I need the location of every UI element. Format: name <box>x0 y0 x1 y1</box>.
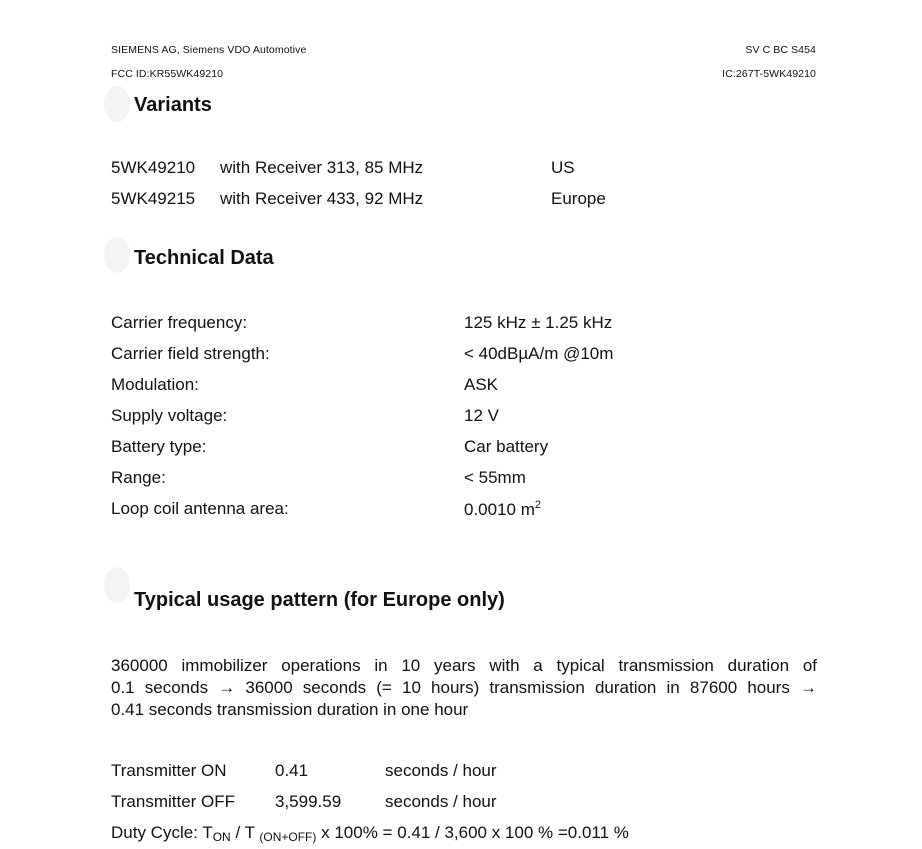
tech-value-superscript: 2 <box>534 499 542 511</box>
tx-unit: seconds / hour <box>385 761 497 780</box>
company-name: SIEMENS AG, Siemens VDO Automotive <box>111 44 307 56</box>
tech-value: Car battery <box>464 437 549 456</box>
tech-label: Battery type: <box>111 437 207 456</box>
technical-heading: Technical Data <box>134 247 274 269</box>
tech-label: Supply voltage: <box>111 406 228 425</box>
scan-mark <box>104 567 130 603</box>
tech-value <box>464 499 541 520</box>
duty-prefix: Duty Cycle: T <box>111 823 213 842</box>
tech-label: Loop coil antenna area: <box>111 499 289 518</box>
usage-heading: Typical usage pattern (for Europe only) <box>134 589 505 611</box>
scan-mark <box>104 86 130 122</box>
tech-label: Carrier field strength: <box>111 344 270 363</box>
variant-code: 5WK49210 <box>111 158 196 177</box>
paragraph-line: 0.1 seconds → 36000 seconds (= 10 hours) transmission duration in 87600 hours → <box>111 678 817 697</box>
variants-heading: Variants <box>134 94 212 116</box>
tech-value-text: 0.0010 m <box>464 500 535 519</box>
paragraph-line: 0.41 seconds transmission duration in one hour <box>111 700 469 719</box>
variant-region: Europe <box>551 189 606 208</box>
fcc-id: FCC ID:KR55WK49210 <box>111 68 224 80</box>
duty-sub-onoff: (ON+OFF) <box>259 830 317 844</box>
variant-code: 5WK49215 <box>111 189 196 208</box>
usage-paragraph <box>111 655 817 721</box>
tech-value: 12 V <box>464 406 499 425</box>
doc-code: SV C BC S454 <box>745 44 816 56</box>
scan-mark <box>104 237 130 273</box>
variant-region: US <box>551 158 575 177</box>
variant-desc: with Receiver 313, 85 MHz <box>220 158 424 177</box>
tx-label: Transmitter ON <box>111 761 227 780</box>
duty-cycle <box>111 823 629 844</box>
tech-value: 125 kHz ± 1.25 kHz <box>464 313 613 332</box>
tx-value: 3,599.59 <box>275 792 342 811</box>
duty-suffix: x 100% = 0.41 / 3,600 x 100 % =0.011 % <box>316 823 629 842</box>
tx-unit: seconds / hour <box>385 792 497 811</box>
variant-desc: with Receiver 433, 92 MHz <box>220 189 424 208</box>
paragraph-line: 360000 immobilizer operations in 10 years with a typical transmission duration of <box>111 656 817 675</box>
tech-value: ASK <box>464 375 499 394</box>
tech-label: Range: <box>111 468 166 487</box>
duty-mid: / T <box>230 823 260 842</box>
tx-label: Transmitter OFF <box>111 792 236 811</box>
tx-value: 0.41 <box>275 761 309 780</box>
tech-label: Modulation: <box>111 375 199 394</box>
tech-value: < 55mm <box>464 468 526 487</box>
ic-id: IC:267T-5WK49210 <box>722 68 816 80</box>
tech-label: Carrier frequency: <box>111 313 248 332</box>
tech-value: < 40dBµA/m @10m <box>464 344 614 363</box>
duty-sub-on: ON <box>212 830 231 844</box>
